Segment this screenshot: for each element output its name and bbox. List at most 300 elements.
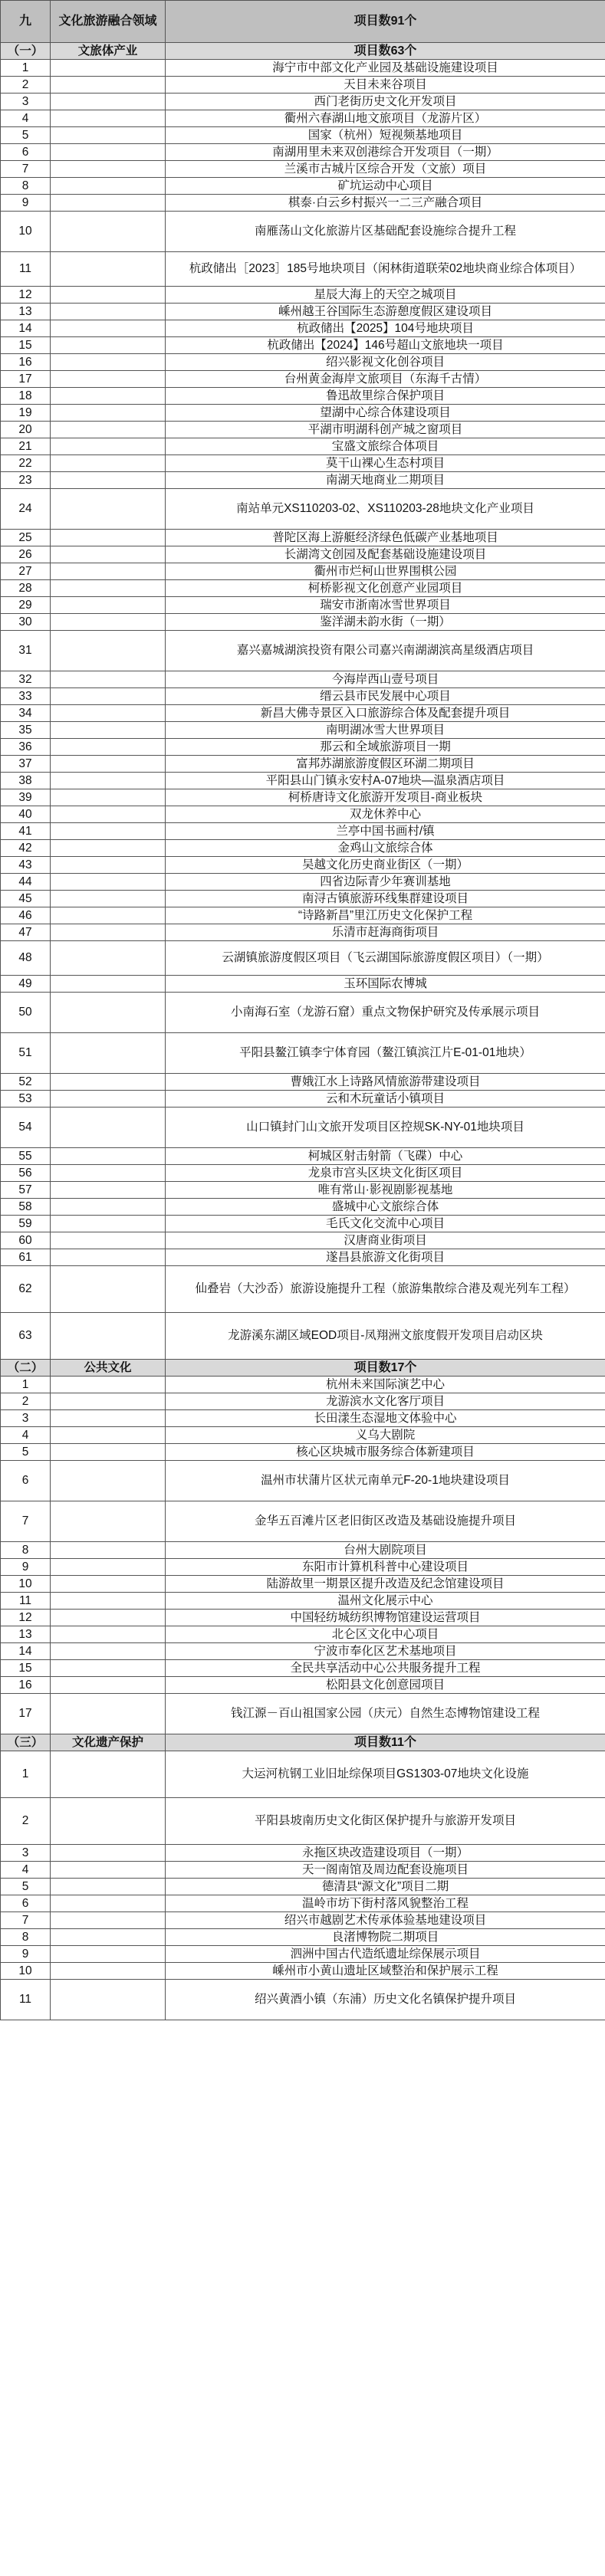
project-name: 毛氏文化交流中心项目 <box>166 1216 605 1232</box>
row-number: 40 <box>1 806 51 823</box>
row-number: 10 <box>1 1576 51 1593</box>
table-row <box>1 1091 605 1108</box>
row-domain-cell <box>51 739 166 756</box>
table-row <box>1 756 605 773</box>
table-row <box>1 891 605 907</box>
row-domain-cell <box>51 1091 166 1108</box>
row-domain-cell <box>51 1165 166 1182</box>
row-domain-cell <box>51 1427 166 1444</box>
row-number: 14 <box>1 320 51 337</box>
row-number: 13 <box>1 304 51 320</box>
section-row <box>1 1734 605 1751</box>
project-name: 星辰大海上的天空之城项目 <box>166 287 605 304</box>
row-number: 38 <box>1 773 51 789</box>
project-name: 核心区块城市服务综合体新建项目 <box>166 1444 605 1461</box>
row-number: 17 <box>1 1694 51 1734</box>
row-domain-cell <box>51 94 166 110</box>
table-row <box>1 1559 605 1576</box>
project-name: 宝盛文旅综合体项目 <box>166 438 605 455</box>
row-number: 1 <box>1 1377 51 1393</box>
row-number: 11 <box>1 1593 51 1610</box>
row-number: 15 <box>1 337 51 354</box>
project-name: 望湖中心综合体建设项目 <box>166 405 605 422</box>
project-name: 天一阁南馆及周边配套设施项目 <box>166 1862 605 1879</box>
table-row <box>1 287 605 304</box>
table-row <box>1 1393 605 1410</box>
row-domain-cell <box>51 631 166 671</box>
project-name: 柯桥唐诗文化旅游开发项目-商业板块 <box>166 789 605 806</box>
row-domain-cell <box>51 1751 166 1798</box>
row-domain-cell <box>51 405 166 422</box>
section-count: 项目数11个 <box>166 1734 605 1751</box>
section-row <box>1 43 605 60</box>
row-number: 34 <box>1 705 51 722</box>
row-domain-cell <box>51 1108 166 1148</box>
row-domain-cell <box>51 388 166 405</box>
table-row <box>1 840 605 857</box>
row-domain-cell <box>51 1559 166 1576</box>
row-domain-cell <box>51 1660 166 1677</box>
row-number: 24 <box>1 489 51 530</box>
table-row <box>1 1410 605 1427</box>
project-name: 金华五百滩片区老旧街区改造及基础设施提升项目 <box>166 1501 605 1542</box>
row-number: 5 <box>1 127 51 144</box>
row-number: 6 <box>1 1461 51 1501</box>
header-domain: 文化旅游融合领域 <box>51 1 166 43</box>
table-row <box>1 195 605 212</box>
table-row <box>1 304 605 320</box>
project-name: 小南海石室（龙游石窟）重点文物保护研究及传承展示项目 <box>166 993 605 1033</box>
table-row <box>1 1313 605 1360</box>
row-number: 7 <box>1 1501 51 1542</box>
table-row <box>1 722 605 739</box>
table-row <box>1 924 605 941</box>
table-row <box>1 489 605 530</box>
row-number: 4 <box>1 110 51 127</box>
table-row <box>1 1643 605 1660</box>
table-row <box>1 1929 605 1946</box>
row-domain-cell <box>51 1542 166 1559</box>
table-row <box>1 77 605 94</box>
row-number: 11 <box>1 1980 51 2020</box>
row-domain-cell <box>51 371 166 388</box>
row-domain-cell <box>51 144 166 161</box>
table-row <box>1 631 605 671</box>
row-number: 56 <box>1 1165 51 1182</box>
row-number: 30 <box>1 614 51 631</box>
project-name: 东阳市计算机科普中心建设项目 <box>166 1559 605 1576</box>
project-name: 衢州市烂柯山世界围棋公园 <box>166 563 605 580</box>
table-row <box>1 1593 605 1610</box>
row-number: 41 <box>1 823 51 840</box>
row-domain-cell <box>51 1182 166 1199</box>
project-name: 盛城中心文旅综合体 <box>166 1199 605 1216</box>
project-name: 龙泉市宫头区块文化街区项目 <box>166 1165 605 1182</box>
project-name: 吴越文化历史商业街区（一期） <box>166 857 605 874</box>
row-domain-cell <box>51 1626 166 1643</box>
row-domain-cell <box>51 1444 166 1461</box>
row-number: 7 <box>1 1912 51 1929</box>
project-name: 宁波市奉化区艺术基地项目 <box>166 1643 605 1660</box>
row-number: 37 <box>1 756 51 773</box>
row-number: 63 <box>1 1313 51 1360</box>
project-name: 金鸡山文旅综合体 <box>166 840 605 857</box>
table-row <box>1 705 605 722</box>
project-name: 普陀区海上游艇经济绿色低碳产业基地项目 <box>166 530 605 546</box>
row-domain-cell <box>51 252 166 287</box>
project-name: 云和木玩童话小镇项目 <box>166 1091 605 1108</box>
row-domain-cell <box>51 1895 166 1912</box>
row-number: 2 <box>1 1393 51 1410</box>
section-code: （二） <box>1 1360 51 1377</box>
row-number: 9 <box>1 195 51 212</box>
project-name: 平湖市明湖科创产城之窗项目 <box>166 422 605 438</box>
row-number: 10 <box>1 1963 51 1980</box>
project-name: 绍兴影视文化创谷项目 <box>166 354 605 371</box>
table-row <box>1 1626 605 1643</box>
row-number: 31 <box>1 631 51 671</box>
row-number: 5 <box>1 1444 51 1461</box>
row-number: 25 <box>1 530 51 546</box>
project-name: 那云和全域旅游项目一期 <box>166 739 605 756</box>
project-name: 义乌大剧院 <box>166 1427 605 1444</box>
row-domain-cell <box>51 1199 166 1216</box>
row-domain-cell <box>51 1912 166 1929</box>
project-name: 中国轻纺城纺织博物馆建设运营项目 <box>166 1610 605 1626</box>
table-row <box>1 1610 605 1626</box>
row-number: 3 <box>1 94 51 110</box>
row-number: 53 <box>1 1091 51 1108</box>
row-domain-cell <box>51 1593 166 1610</box>
project-name: 杭政储出【2025】104号地块项目 <box>166 320 605 337</box>
row-domain-cell <box>51 1410 166 1427</box>
row-domain-cell <box>51 1576 166 1593</box>
row-number: 35 <box>1 722 51 739</box>
row-domain-cell <box>51 1798 166 1845</box>
table-body <box>1 43 605 2020</box>
row-number: 1 <box>1 60 51 77</box>
table-row <box>1 1232 605 1249</box>
table-row <box>1 907 605 924</box>
row-number: 21 <box>1 438 51 455</box>
row-number: 44 <box>1 874 51 891</box>
project-name: 兰溪市古城片区综合开发（文旅）项目 <box>166 161 605 178</box>
project-name: 富邦苏湖旅游度假区环湖二期项目 <box>166 756 605 773</box>
row-number: 55 <box>1 1148 51 1165</box>
project-name: 西门老街历史文化开发项目 <box>166 94 605 110</box>
row-domain-cell <box>51 823 166 840</box>
project-name: 玉环国际农博城 <box>166 976 605 993</box>
row-number: 51 <box>1 1033 51 1074</box>
row-domain-cell <box>51 1377 166 1393</box>
row-domain-cell <box>51 1393 166 1410</box>
row-domain-cell <box>51 287 166 304</box>
table-row <box>1 823 605 840</box>
row-domain-cell <box>51 671 166 688</box>
table-row <box>1 1427 605 1444</box>
project-name: 台州大剧院项目 <box>166 1542 605 1559</box>
row-domain-cell <box>51 530 166 546</box>
row-domain-cell <box>51 110 166 127</box>
project-name: 云湖镇旅游度假区项目（飞云湖国际旅游度假区项目）（一期） <box>166 941 605 976</box>
row-number: 6 <box>1 1895 51 1912</box>
row-number: 27 <box>1 563 51 580</box>
row-domain-cell <box>51 705 166 722</box>
row-number: 33 <box>1 688 51 705</box>
table-row <box>1 1694 605 1734</box>
row-domain-cell <box>51 614 166 631</box>
project-name: 永拖区块改造建设项目（一期） <box>166 1845 605 1862</box>
row-domain-cell <box>51 337 166 354</box>
row-number: 16 <box>1 1677 51 1694</box>
table-row <box>1 1845 605 1862</box>
table-row <box>1 371 605 388</box>
row-number: 12 <box>1 287 51 304</box>
table-row <box>1 1751 605 1798</box>
row-domain-cell <box>51 1929 166 1946</box>
row-domain-cell <box>51 60 166 77</box>
row-domain-cell <box>51 773 166 789</box>
row-domain-cell <box>51 563 166 580</box>
project-name: 乐清市赶海商街项目 <box>166 924 605 941</box>
project-name: 良渚博物院二期项目 <box>166 1929 605 1946</box>
table-row <box>1 773 605 789</box>
row-domain-cell <box>51 438 166 455</box>
row-domain-cell <box>51 472 166 489</box>
row-domain-cell <box>51 580 166 597</box>
project-name: 海宁市中部文化产业园及基础设施建设项目 <box>166 60 605 77</box>
row-number: 32 <box>1 671 51 688</box>
section-category: 文旅体产业 <box>51 43 166 60</box>
row-domain-cell <box>51 976 166 993</box>
row-domain-cell <box>51 1963 166 1980</box>
section-code: （三） <box>1 1734 51 1751</box>
row-number: 10 <box>1 212 51 252</box>
project-name: 绍兴市越剧艺术传承体验基地建设项目 <box>166 1912 605 1929</box>
row-domain-cell <box>51 1249 166 1266</box>
row-domain-cell <box>51 993 166 1033</box>
table-row <box>1 597 605 614</box>
row-domain-cell <box>51 688 166 705</box>
row-domain-cell <box>51 1879 166 1895</box>
table-row <box>1 1677 605 1694</box>
project-name: 龙游滨水文化客厅项目 <box>166 1393 605 1410</box>
table-row <box>1 941 605 976</box>
row-domain-cell <box>51 178 166 195</box>
row-domain-cell <box>51 546 166 563</box>
table-row <box>1 1963 605 1980</box>
row-domain-cell <box>51 161 166 178</box>
table-row <box>1 1542 605 1559</box>
table-row <box>1 252 605 287</box>
project-name: 仙叠岩（大沙岙）旅游设施提升工程（旅游集散综合港及观光列车工程） <box>166 1266 605 1313</box>
project-name: 鉴洋湖未韵水街（一期） <box>166 614 605 631</box>
row-number: 4 <box>1 1427 51 1444</box>
section-category: 文化遗产保护 <box>51 1734 166 1751</box>
table-row <box>1 1660 605 1677</box>
table-row <box>1 405 605 422</box>
row-domain-cell <box>51 422 166 438</box>
project-name: 长湖湾文创园及配套基础设施建设项目 <box>166 546 605 563</box>
row-number: 20 <box>1 422 51 438</box>
project-name: 新昌大佛寺景区入口旅游综合体及配套提升项目 <box>166 705 605 722</box>
row-number: 29 <box>1 597 51 614</box>
project-name: 龙游溪东湖区域EOD项目-凤翔洲文旅度假开发项目启动区块 <box>166 1313 605 1360</box>
row-domain-cell <box>51 127 166 144</box>
row-number: 14 <box>1 1643 51 1660</box>
row-domain-cell <box>51 1845 166 1862</box>
row-domain-cell <box>51 907 166 924</box>
project-name: 平阳县坡南历史文化街区保护提升与旅游开发项目 <box>166 1798 605 1845</box>
section-count: 项目数17个 <box>166 1360 605 1377</box>
table-row <box>1 1895 605 1912</box>
table-row <box>1 1461 605 1501</box>
project-name: 台州黄金海岸文旅项目（东海千古情） <box>166 371 605 388</box>
row-number: 47 <box>1 924 51 941</box>
table-row <box>1 1074 605 1091</box>
project-name: 德清县“源文化”项目二期 <box>166 1879 605 1895</box>
row-number: 49 <box>1 976 51 993</box>
row-number: 28 <box>1 580 51 597</box>
project-name: 汉唐商业街项目 <box>166 1232 605 1249</box>
row-number: 15 <box>1 1660 51 1677</box>
table-row <box>1 1879 605 1895</box>
row-number: 42 <box>1 840 51 857</box>
row-domain-cell <box>51 941 166 976</box>
row-domain-cell <box>51 789 166 806</box>
table-row <box>1 110 605 127</box>
row-domain-cell <box>51 1148 166 1165</box>
row-number: 59 <box>1 1216 51 1232</box>
row-domain-cell <box>51 354 166 371</box>
project-name: “诗路新昌”里江历史文化保护工程 <box>166 907 605 924</box>
row-domain-cell <box>51 195 166 212</box>
section-row <box>1 1360 605 1377</box>
project-name: 柯城区射击射箭（飞碟）中心 <box>166 1148 605 1165</box>
project-name: 国家（杭州）短视频基地项目 <box>166 127 605 144</box>
row-number: 46 <box>1 907 51 924</box>
row-domain-cell <box>51 840 166 857</box>
table-row <box>1 438 605 455</box>
row-number: 58 <box>1 1199 51 1216</box>
table-row <box>1 388 605 405</box>
row-number: 8 <box>1 178 51 195</box>
project-name: 南站单元XS110203-02、XS110203-28地块文化产业项目 <box>166 489 605 530</box>
project-name: 衢州六春湖山地文旅项目（龙游片区） <box>166 110 605 127</box>
row-domain-cell <box>51 304 166 320</box>
table-row <box>1 1148 605 1165</box>
row-number: 39 <box>1 789 51 806</box>
row-number: 3 <box>1 1845 51 1862</box>
table-row <box>1 1576 605 1593</box>
project-name: 双龙休养中心 <box>166 806 605 823</box>
table-row <box>1 144 605 161</box>
table-row <box>1 1501 605 1542</box>
project-name: 天目未来谷项目 <box>166 77 605 94</box>
row-domain-cell <box>51 874 166 891</box>
table-row <box>1 1862 605 1879</box>
table-row <box>1 60 605 77</box>
project-name: 南明湖冰雪大世界项目 <box>166 722 605 739</box>
project-name: 鲁迅故里综合保护项目 <box>166 388 605 405</box>
project-name: 四省边际青少年赛训基地 <box>166 874 605 891</box>
row-number: 16 <box>1 354 51 371</box>
row-domain-cell <box>51 212 166 252</box>
table-row <box>1 580 605 597</box>
table-row <box>1 688 605 705</box>
row-domain-cell <box>51 722 166 739</box>
project-name: 矿坑运动中心项目 <box>166 178 605 195</box>
table-row <box>1 1249 605 1266</box>
table-row <box>1 976 605 993</box>
row-number: 60 <box>1 1232 51 1249</box>
row-number: 9 <box>1 1946 51 1963</box>
row-number: 3 <box>1 1410 51 1427</box>
project-name: 嵊州市小黄山遗址区域整治和保护展示工程 <box>166 1963 605 1980</box>
table-row <box>1 530 605 546</box>
row-domain-cell <box>51 1694 166 1734</box>
project-name: 唯有常山·影视剧影视基地 <box>166 1182 605 1199</box>
row-number: 54 <box>1 1108 51 1148</box>
project-name: 陆游故里一期景区提升改造及纪念馆建设项目 <box>166 1576 605 1593</box>
table-row <box>1 739 605 756</box>
row-domain-cell <box>51 1232 166 1249</box>
project-name: 今海岸西山壹号项目 <box>166 671 605 688</box>
row-number: 26 <box>1 546 51 563</box>
project-name: 瑞安市浙南冰雪世界项目 <box>166 597 605 614</box>
table-row <box>1 671 605 688</box>
table-row <box>1 789 605 806</box>
project-name: 遂昌县旅游文化街项目 <box>166 1249 605 1266</box>
row-number: 2 <box>1 77 51 94</box>
table-row <box>1 337 605 354</box>
row-number: 8 <box>1 1542 51 1559</box>
project-name: 嘉兴嘉城湖滨投资有限公司嘉兴南湖湖滨高星级酒店项目 <box>166 631 605 671</box>
table-row <box>1 1980 605 2020</box>
project-name: 北仑区文化中心项目 <box>166 1626 605 1643</box>
project-name: 南浔古镇旅游环线集群建设项目 <box>166 891 605 907</box>
row-domain-cell <box>51 489 166 530</box>
row-number: 2 <box>1 1798 51 1845</box>
row-domain-cell <box>51 1461 166 1501</box>
row-domain-cell <box>51 455 166 472</box>
table-row <box>1 472 605 489</box>
project-name: 缙云县市民发展中心项目 <box>166 688 605 705</box>
project-name: 杭政储出［2023］185号地块项目（闲林街道联荣02地块商业综合体项目） <box>166 252 605 287</box>
project-name: 柯桥影视文化创意产业园项目 <box>166 580 605 597</box>
table-row <box>1 1033 605 1074</box>
table-row <box>1 857 605 874</box>
project-name: 棋泰·白云乡村振兴一二三产融合项目 <box>166 195 605 212</box>
row-domain-cell <box>51 1074 166 1091</box>
row-domain-cell <box>51 1216 166 1232</box>
row-domain-cell <box>51 1501 166 1542</box>
project-name: 南湖天地商业二期项目 <box>166 472 605 489</box>
project-name: 杭政储出【2024】146号超山文旅地块一项目 <box>166 337 605 354</box>
table-row <box>1 1798 605 1845</box>
project-name: 长田漾生态湿地文体验中心 <box>166 1410 605 1427</box>
row-domain-cell <box>51 1946 166 1963</box>
row-number: 4 <box>1 1862 51 1879</box>
row-domain-cell <box>51 77 166 94</box>
row-number: 52 <box>1 1074 51 1091</box>
row-number: 12 <box>1 1610 51 1626</box>
project-name: 南湖用里未来双创港综合开发项目（一期） <box>166 144 605 161</box>
table-row <box>1 1266 605 1313</box>
row-domain-cell <box>51 597 166 614</box>
section-category: 公共文化 <box>51 1360 166 1377</box>
table-row <box>1 422 605 438</box>
